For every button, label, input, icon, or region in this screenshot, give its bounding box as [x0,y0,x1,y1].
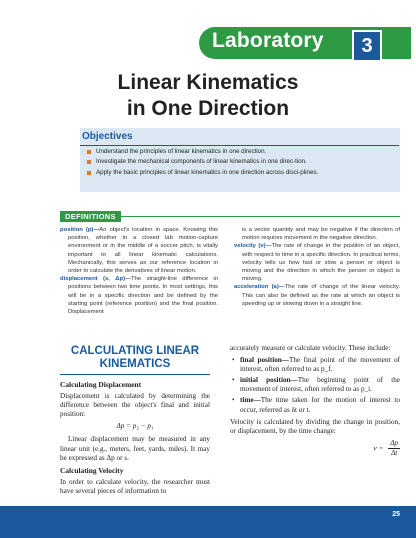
title-line-1: Linear Kinematics [117,71,299,94]
list-item: • final position—The final point of the movement of interest, often referred to as p_f. [232,356,400,374]
lab-number-badge: 3 [352,30,382,62]
definitions-heading: DEFINITIONS [60,211,121,222]
paragraph: accurately measure or calculate velocity. These include: [230,344,391,352]
definition-displacement-cont: is a vector quantity and may be negative if the direction of motion requires movement in the negative direction. [242,227,400,242]
subheading-velocity: Calculating Velocity [60,465,124,475]
bullet-dot-icon: • [232,356,235,365]
definition-velocity: velocity (v)—The rate of change in the position of an object, with respect to time in a specific direction. In practical terms, velocity tells us how fast or slow a person or object is moving and the direction in which the person or object is moving. [234,243,400,283]
subheading-displacement: Calculating Displacement [60,380,142,389]
body-right-column [230,344,400,458]
objective-item: Understand the principles of linear kinematics in one direction. [86,148,394,156]
objectives-rule [80,145,399,146]
equation-displacement: Δp = p₂ − p₁ [116,422,154,431]
body-left-column [60,378,210,499]
objectives-list [86,148,394,179]
page-number: 25 [392,511,400,518]
definitions-right-column [234,226,400,308]
objective-item: Apply the basic principles of linear kinematics in one direction across disci-plines. [86,169,394,177]
bullet-square-icon [87,150,91,154]
section-heading: CALCULATING LINEAR KINEMATICS [60,345,210,375]
objectives-heading: Objectives [82,131,133,142]
footer-band [0,506,416,538]
objective-item: Investigate the mechanical components of linear kinematics in one direc-tion. [86,158,394,166]
definition-acceleration: acceleration (a)—The rate of change of the linear velocity. This can also be defined as the rate at which an object is speeding up or slowing down in a straight line. [234,284,400,307]
bullet-square-icon [87,171,91,175]
bullet-dot-icon: • [232,396,235,405]
page-title [0,70,416,122]
list-item: • initial position—The beginning point of the movement of interest, often referred to as p_i. [232,376,400,394]
paragraph: In order to calculate velocity, the researcher must have several pieces of information to [60,477,210,495]
velocity-fraction: $\frac{\Delta p}{\Delta t}$ [390,438,398,457]
lab-word: Laboratory [212,29,324,52]
list-item: • time—The time taken for the motion of interest to occur, referred as δt or t. [232,396,400,414]
bullet-dot-icon: • [232,376,235,385]
paragraph: Displacement is calculated by determining the difference between the object's final and initial position: [60,392,210,419]
definitions-left-column [60,226,218,316]
velocity-inputs-list [230,356,400,415]
title-line-2: in One Direction [126,97,290,120]
bullet-square-icon [87,160,91,164]
paragraph: Linear displacement may be measured in any linear unit (e.g., meters, feet, yards, miles). It may be expressed as Δp or s. [60,435,210,462]
equation-velocity: v = $\frac{\Delta p}{\Delta t}$ [373,438,398,457]
paragraph: Velocity is calculated by dividing the change in position, or displacement, by the time change: [230,417,400,435]
definition-displacement: displacement (s, Δp)—The straight-line difference in positions between two time points. In most settings, this will be in a specific direction and be defined by the starting point (reference position) and the final position. Displacement [60,276,219,316]
definition-position: position (p)—An object's location in space. Knowing this position, whether in a closed lab motion-capture environment or in the middle of a soccer pitch, is vitally important to all linear kinematic calculations. Mechanically, this serves as our reference location in order to calculate the derivatives of linear motion. [60,227,219,275]
